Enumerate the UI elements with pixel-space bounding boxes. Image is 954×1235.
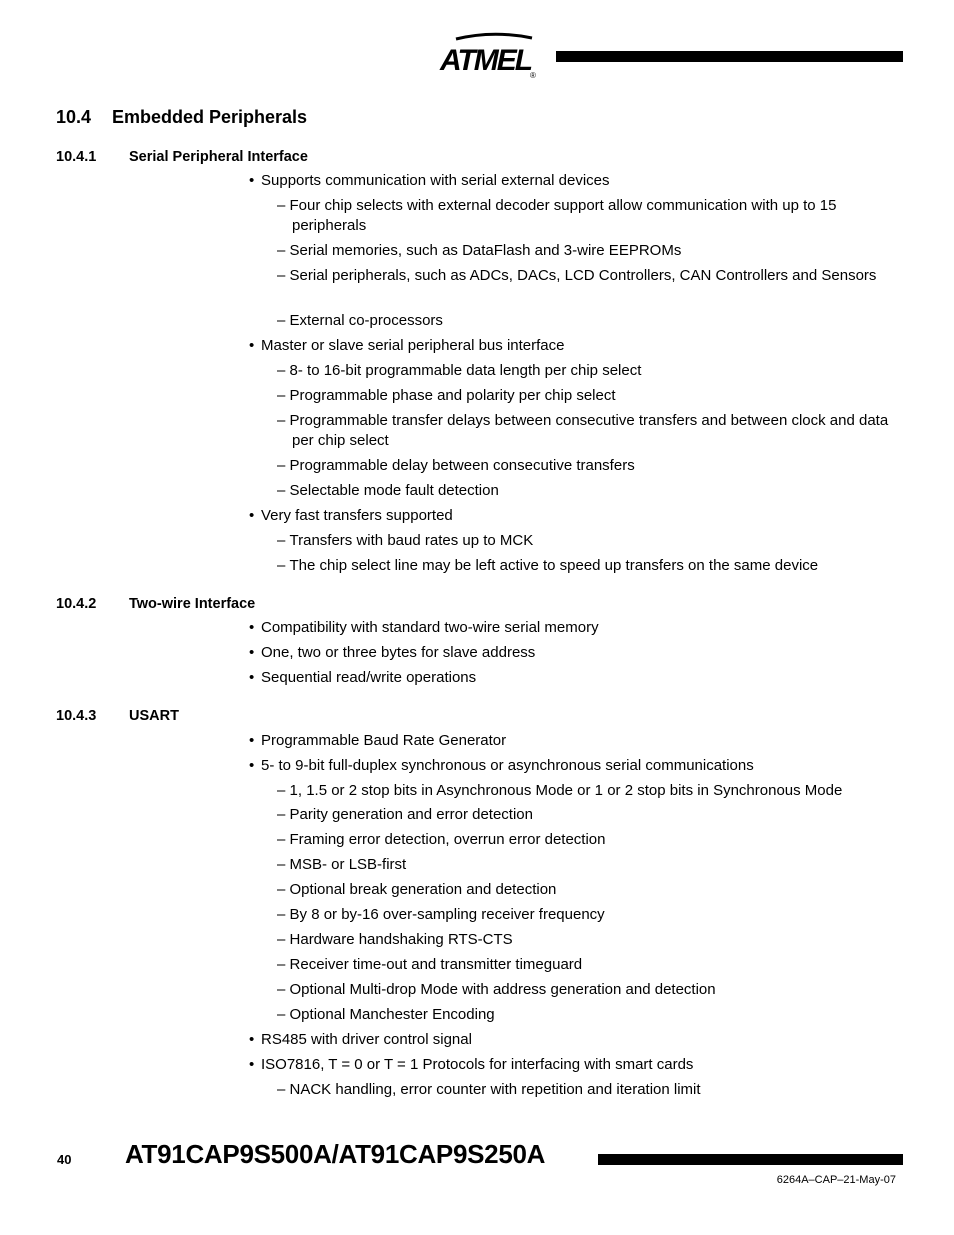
list-item: – Selectable mode fault detection <box>277 482 499 499</box>
list-item: – External co-processors <box>277 312 443 329</box>
list-item: – Four chip selects with external decoder support allow communication with up to 15 peripherals <box>277 197 837 234</box>
header-rule <box>556 51 903 62</box>
list-item: – Hardware handshaking RTS-CTS <box>277 931 513 948</box>
list-item: – 8- to 16-bit programmable data length per chip select <box>277 362 642 379</box>
document-code: 6264A–CAP–21-May-07 <box>776 1174 896 1186</box>
atmel-logo <box>438 30 538 80</box>
list-item: – Transfers with baud rates up to MCK <box>277 532 534 549</box>
list-item: – Optional Multi-drop Mode with address generation and detection <box>277 981 716 998</box>
list-item: • Programmable Baud Rate Generator <box>249 732 507 749</box>
subsection-heading-spi <box>56 149 308 165</box>
list-item: • ISO7816, T = 0 or T = 1 Protocols for interfacing with smart cards <box>249 1056 694 1073</box>
svg-text:ATMEL: ATMEL <box>440 44 532 77</box>
section-number: 10.4 <box>56 107 92 127</box>
page-number: 40 <box>57 1152 72 1167</box>
list-item: • Sequential read/write operations <box>249 669 477 686</box>
list-item: – Programmable delay between consecutive transfers <box>277 457 635 474</box>
list-item: • One, two or three bytes for slave address <box>249 644 536 661</box>
subsection-number: 10.4.2 <box>56 596 97 612</box>
list-item: – By 8 or by-16 over-sampling receiver frequency <box>277 906 605 923</box>
list-item: – Programmable transfer delays between consecutive transfers and between clock and data per chip select <box>277 412 889 449</box>
list-item: – Framing error detection, overrun error detection <box>277 831 606 848</box>
registered-mark: ® <box>530 71 536 80</box>
document-title: AT91CAP9S500A/AT91CAP9S250A <box>125 1139 546 1169</box>
list-item: • Very fast transfers supported <box>249 507 453 524</box>
list-item: – Optional Manchester Encoding <box>277 1006 495 1023</box>
subsection-heading-usart <box>56 708 179 724</box>
subsection-number: 10.4.3 <box>56 708 97 724</box>
subsection-heading-twi <box>56 596 255 612</box>
list-item: – Parity generation and error detection <box>277 806 533 823</box>
subsection-title: Serial Peripheral Interface <box>129 149 308 165</box>
subsection-title: Two-wire Interface <box>129 596 256 612</box>
list-item: • Compatibility with standard two-wire serial memory <box>249 619 599 636</box>
subsection-number: 10.4.1 <box>56 149 97 165</box>
list-item: – The chip select line may be left active to speed up transfers on the same device <box>277 557 819 574</box>
section-heading <box>56 107 307 128</box>
list-item: • Master or slave serial peripheral bus interface <box>249 337 565 354</box>
list-item: – MSB- or LSB-first <box>277 856 407 873</box>
subsection-title: USART <box>129 708 179 724</box>
list-item: • 5- to 9-bit full-duplex synchronous or asynchronous serial communications <box>249 757 754 774</box>
list-item: – Optional break generation and detection <box>277 881 557 898</box>
list-item: – Receiver time-out and transmitter timeguard <box>277 956 583 973</box>
list-item: – Serial peripherals, such as ADCs, DACs, LCD Controllers, CAN Controllers and Sensors <box>277 267 877 284</box>
list-item: • RS485 with driver control signal <box>249 1031 472 1048</box>
list-item: – NACK handling, error counter with repetition and iteration limit <box>277 1081 701 1098</box>
section-title: Embedded Peripherals <box>112 107 308 127</box>
list-item: – Programmable phase and polarity per chip select <box>277 387 616 404</box>
list-item: – 1, 1.5 or 2 stop bits in Asynchronous Mode or 1 or 2 stop bits in Synchronous Mode <box>277 782 843 799</box>
list-item: – Serial memories, such as DataFlash and 3-wire EEPROMs <box>277 242 682 259</box>
list-item: • Supports communication with serial external devices <box>249 172 610 189</box>
footer-rule <box>598 1154 903 1165</box>
